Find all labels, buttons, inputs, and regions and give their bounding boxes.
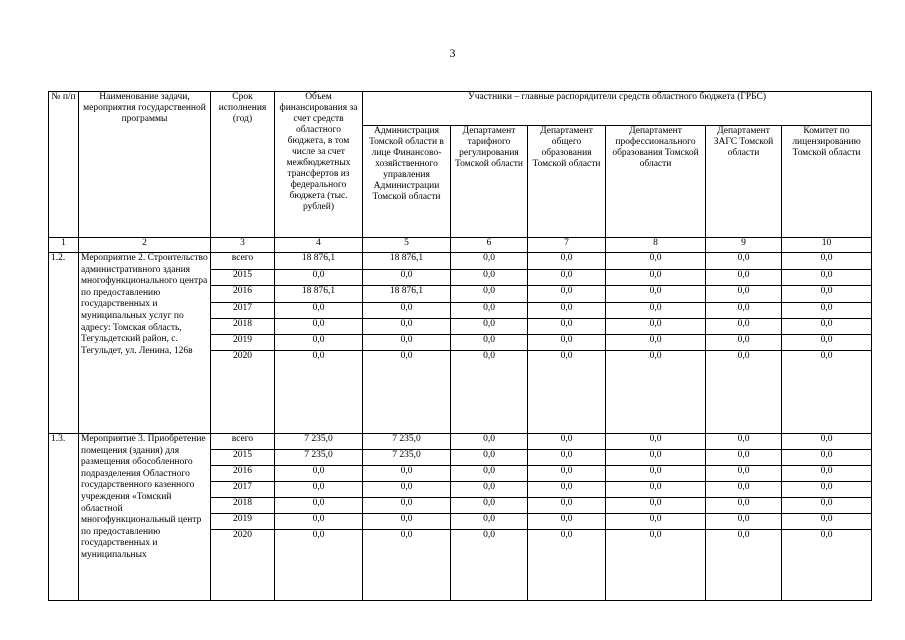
value-cell: 0,0 bbox=[706, 270, 782, 286]
year-cell: 2020 bbox=[211, 351, 275, 434]
column-number: 10 bbox=[782, 238, 872, 253]
value-cell: 0,0 bbox=[782, 303, 872, 319]
value-cell: 0,0 bbox=[363, 498, 451, 514]
year-cell: 2019 bbox=[211, 514, 275, 530]
header-term: Срок исполнения (год) bbox=[211, 92, 275, 238]
column-number: 7 bbox=[528, 238, 606, 253]
value-cell: 7 235,0 bbox=[363, 434, 451, 450]
value-cell: 0,0 bbox=[706, 498, 782, 514]
year-cell: всего bbox=[211, 253, 275, 270]
year-cell: 2018 bbox=[211, 319, 275, 335]
value-cell: 0,0 bbox=[606, 319, 706, 335]
value-cell: 0,0 bbox=[706, 434, 782, 450]
value-cell: 0,0 bbox=[363, 270, 451, 286]
table-row bbox=[49, 434, 872, 450]
year-cell: 2019 bbox=[211, 335, 275, 351]
year-cell: 2020 bbox=[211, 530, 275, 601]
value-cell: 0,0 bbox=[451, 466, 528, 482]
value-cell: 0,0 bbox=[606, 335, 706, 351]
value-cell: 7 235,0 bbox=[363, 450, 451, 466]
value-cell: 0,0 bbox=[275, 466, 363, 482]
value-cell: 0,0 bbox=[782, 286, 872, 303]
column-number: 4 bbox=[275, 238, 363, 253]
value-cell: 0,0 bbox=[782, 434, 872, 450]
value-cell: 0,0 bbox=[782, 253, 872, 270]
value-cell: 0,0 bbox=[451, 498, 528, 514]
row-index: 1.2. bbox=[49, 253, 79, 434]
value-cell: 0,0 bbox=[451, 450, 528, 466]
value-cell: 0,0 bbox=[451, 253, 528, 270]
value-cell: 0,0 bbox=[706, 466, 782, 482]
value-cell: 0,0 bbox=[782, 530, 872, 601]
value-cell: 0,0 bbox=[706, 351, 782, 434]
value-cell: 0,0 bbox=[451, 335, 528, 351]
value-cell: 18 876,1 bbox=[363, 286, 451, 303]
value-cell: 0,0 bbox=[275, 319, 363, 335]
value-cell: 0,0 bbox=[528, 270, 606, 286]
value-cell: 0,0 bbox=[451, 270, 528, 286]
value-cell: 0,0 bbox=[451, 514, 528, 530]
value-cell: 0,0 bbox=[528, 253, 606, 270]
value-cell: 0,0 bbox=[606, 303, 706, 319]
value-cell: 0,0 bbox=[363, 466, 451, 482]
value-cell: 0,0 bbox=[706, 335, 782, 351]
measure-title: Мероприятие 2. Строительство административного здания многофункционального центра по предоставлению государственных и муниципальных услуг по адресу: Томская область, Тегульдетский район, с. Тегульдет, ул. Ленина, 126в bbox=[79, 253, 211, 434]
value-cell: 0,0 bbox=[275, 351, 363, 434]
column-number: 2 bbox=[79, 238, 211, 253]
value-cell: 0,0 bbox=[528, 303, 606, 319]
value-cell: 0,0 bbox=[606, 466, 706, 482]
value-cell: 0,0 bbox=[275, 530, 363, 601]
year-cell: 2017 bbox=[211, 482, 275, 498]
value-cell: 0,0 bbox=[451, 319, 528, 335]
page-number: 3 bbox=[449, 46, 456, 60]
value-cell: 18 876,1 bbox=[275, 253, 363, 270]
value-cell: 0,0 bbox=[528, 335, 606, 351]
value-cell: 0,0 bbox=[706, 514, 782, 530]
value-cell: 0,0 bbox=[782, 319, 872, 335]
header-name: Наименование задачи, мероприятия государственной программы bbox=[79, 92, 211, 238]
value-cell: 0,0 bbox=[275, 482, 363, 498]
value-cell: 0,0 bbox=[706, 319, 782, 335]
value-cell: 0,0 bbox=[451, 286, 528, 303]
column-number: 6 bbox=[451, 238, 528, 253]
header-participant-4: Департамент профессионального образования Томской области bbox=[606, 126, 706, 238]
value-cell: 0,0 bbox=[451, 530, 528, 601]
value-cell: 0,0 bbox=[606, 450, 706, 466]
value-cell: 0,0 bbox=[782, 498, 872, 514]
value-cell: 0,0 bbox=[706, 253, 782, 270]
value-cell: 0,0 bbox=[528, 286, 606, 303]
value-cell: 0,0 bbox=[528, 434, 606, 450]
value-cell: 0,0 bbox=[606, 530, 706, 601]
value-cell: 0,0 bbox=[706, 286, 782, 303]
year-cell: 2018 bbox=[211, 498, 275, 514]
header-participants: Участники – главные распорядители средств областного бюджета (ГРБС) bbox=[363, 92, 872, 126]
header-participant-3: Департамент общего образования Томской области bbox=[528, 126, 606, 238]
value-cell: 0,0 bbox=[606, 498, 706, 514]
value-cell: 0,0 bbox=[782, 466, 872, 482]
value-cell: 0,0 bbox=[606, 434, 706, 450]
header-participant-1: Администрация Томской области в лице Финансово-хозяйственного управления Администрации Томской области bbox=[363, 126, 451, 238]
column-number: 8 bbox=[606, 238, 706, 253]
year-cell: 2015 bbox=[211, 270, 275, 286]
value-cell: 0,0 bbox=[275, 514, 363, 530]
column-number: 3 bbox=[211, 238, 275, 253]
column-numbers-row bbox=[49, 238, 872, 253]
row-index: 1.3. bbox=[49, 434, 79, 601]
value-cell: 0,0 bbox=[528, 450, 606, 466]
value-cell: 0,0 bbox=[528, 530, 606, 601]
value-cell: 0,0 bbox=[451, 303, 528, 319]
value-cell: 0,0 bbox=[363, 514, 451, 530]
measure-title: Мероприятие 3. Приобретение помещения (здания) для размещения обособленного подразделения Областного государственного казенного учреждения «Томский областной многофункциональный центр по предоставлению государственных и муниципальных bbox=[79, 434, 211, 601]
value-cell: 0,0 bbox=[606, 482, 706, 498]
header-num: № п/п bbox=[49, 92, 79, 238]
value-cell: 0,0 bbox=[528, 466, 606, 482]
header-participant-5: Департамент ЗАГС Томской области bbox=[706, 126, 782, 238]
value-cell: 0,0 bbox=[528, 351, 606, 434]
value-cell: 0,0 bbox=[451, 482, 528, 498]
value-cell: 0,0 bbox=[528, 498, 606, 514]
value-cell: 0,0 bbox=[606, 286, 706, 303]
budget-table bbox=[48, 91, 872, 601]
value-cell: 0,0 bbox=[363, 335, 451, 351]
value-cell: 0,0 bbox=[528, 319, 606, 335]
value-cell: 0,0 bbox=[606, 514, 706, 530]
value-cell: 0,0 bbox=[275, 303, 363, 319]
value-cell: 0,0 bbox=[528, 482, 606, 498]
value-cell: 0,0 bbox=[782, 270, 872, 286]
column-number: 1 bbox=[49, 238, 79, 253]
year-cell: 2016 bbox=[211, 286, 275, 303]
table-row bbox=[49, 253, 872, 270]
value-cell: 0,0 bbox=[606, 270, 706, 286]
value-cell: 0,0 bbox=[606, 253, 706, 270]
value-cell: 0,0 bbox=[782, 482, 872, 498]
value-cell: 0,0 bbox=[275, 270, 363, 286]
value-cell: 0,0 bbox=[782, 335, 872, 351]
value-cell: 18 876,1 bbox=[363, 253, 451, 270]
value-cell: 0,0 bbox=[363, 319, 451, 335]
value-cell: 0,0 bbox=[451, 351, 528, 434]
value-cell: 0,0 bbox=[363, 303, 451, 319]
value-cell: 7 235,0 bbox=[275, 450, 363, 466]
header-participant-6: Комитет по лицензированию Томской области bbox=[782, 126, 872, 238]
value-cell: 0,0 bbox=[275, 498, 363, 514]
value-cell: 0,0 bbox=[363, 530, 451, 601]
value-cell: 0,0 bbox=[363, 351, 451, 434]
year-cell: 2017 bbox=[211, 303, 275, 319]
value-cell: 0,0 bbox=[782, 351, 872, 434]
value-cell: 0,0 bbox=[706, 482, 782, 498]
value-cell: 18 876,1 bbox=[275, 286, 363, 303]
value-cell: 0,0 bbox=[706, 530, 782, 601]
value-cell: 0,0 bbox=[275, 335, 363, 351]
value-cell: 7 235,0 bbox=[275, 434, 363, 450]
header-volume: Объем финансирования за счет средств областного бюджета, в том числе за счет межбюджетных трансфертов из федерального бюджета (тыс. рублей) bbox=[275, 92, 363, 238]
header-participant-2: Департамент тарифного регулирования Томской области bbox=[451, 126, 528, 238]
column-number: 5 bbox=[363, 238, 451, 253]
value-cell: 0,0 bbox=[451, 434, 528, 450]
value-cell: 0,0 bbox=[528, 514, 606, 530]
value-cell: 0,0 bbox=[782, 514, 872, 530]
value-cell: 0,0 bbox=[606, 351, 706, 434]
value-cell: 0,0 bbox=[782, 450, 872, 466]
year-cell: 2015 bbox=[211, 450, 275, 466]
value-cell: 0,0 bbox=[363, 482, 451, 498]
value-cell: 0,0 bbox=[706, 303, 782, 319]
year-cell: 2016 bbox=[211, 466, 275, 482]
year-cell: всего bbox=[211, 434, 275, 450]
column-number: 9 bbox=[706, 238, 782, 253]
value-cell: 0,0 bbox=[706, 450, 782, 466]
